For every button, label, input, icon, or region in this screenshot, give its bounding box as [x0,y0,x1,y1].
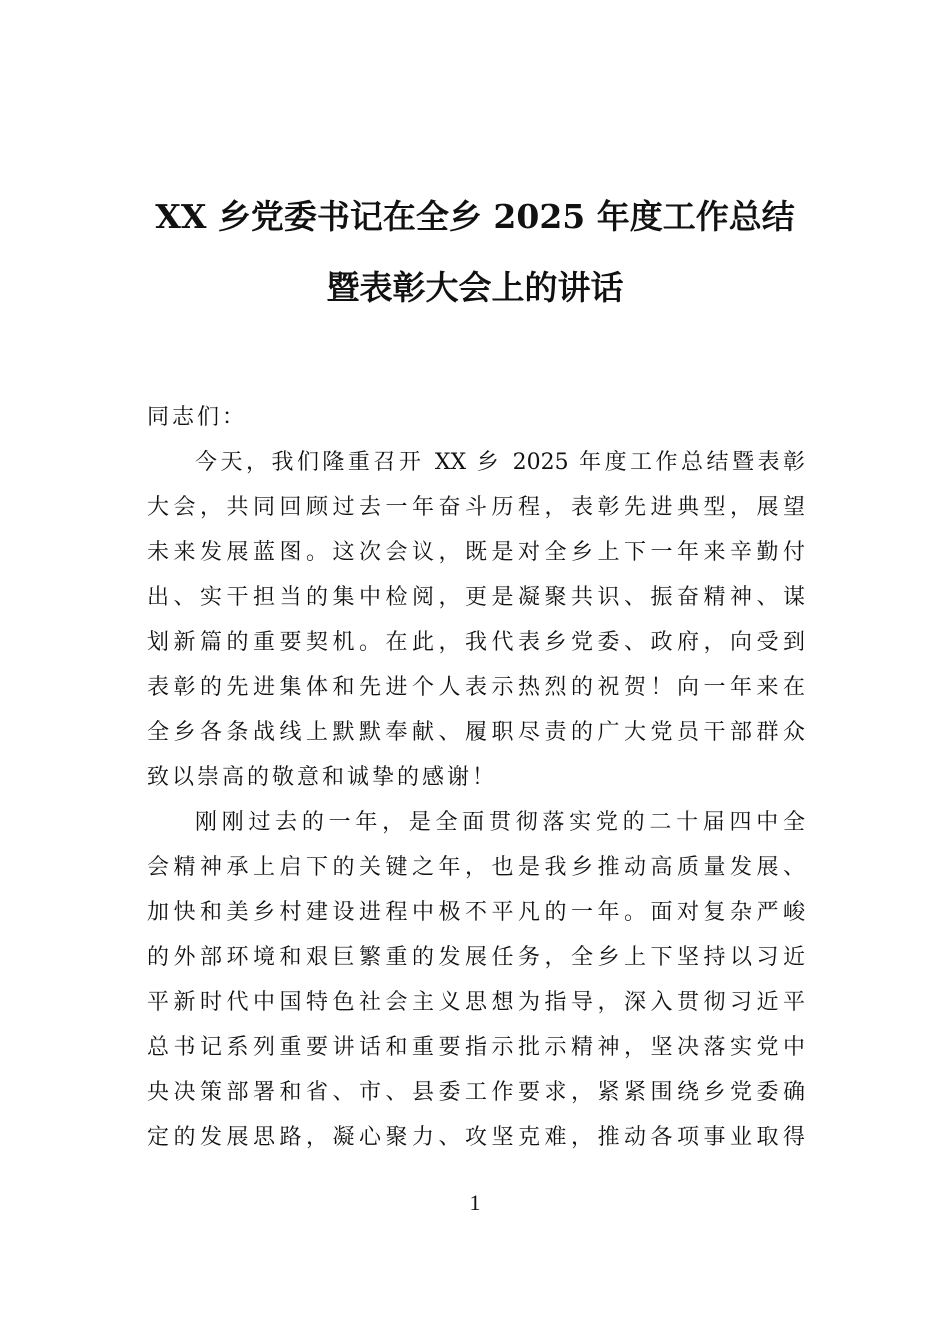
paragraph-1-line-2: 大会，共同回顾过去一年奋斗历程，表彰先进典型，展望 [147,495,805,520]
page-number: 1 [469,1190,481,1215]
paragraph-2-line-1: 刚刚过去的一年，是全面贯彻落实党的二十届四中全 [195,810,805,835]
paragraph-2-line-2: 会精神承上启下的关键之年，也是我乡推动高质量发展、 [147,855,805,880]
paragraph-1-line-8: 致以崇高的敬意和诚挚的感谢！ [147,765,498,790]
paragraph-1-line-5: 划新篇的重要契机。在此，我代表乡党委、政府，向受到 [147,630,805,655]
salutation: 同志们： [147,405,248,430]
paragraph-2-line-5: 平新时代中国特色社会主义思想为指导，深入贯彻习近平 [147,990,805,1015]
paragraph-2-line-7: 央决策部署和省、市、县委工作要求，紧紧围绕乡党委确 [147,1080,805,1105]
paragraph-1-line-6: 表彰的先进集体和先进个人表示热烈的祝贺！向一年来在 [147,675,805,700]
paragraph-2-line-8: 定的发展思路，凝心聚力、攻坚克难，推动各项事业取得 [147,1125,805,1150]
paragraph-1-line-3: 未来发展蓝图。这次会议，既是对全乡上下一年来辛勤付 [147,540,805,565]
document-title-line-2: 暨表彰大会上的讲话 [326,268,624,307]
paragraph-2-line-4: 的外部环境和艰巨繁重的发展任务，全乡上下坚持以习近 [147,945,805,970]
paragraph-2-line-6: 总书记系列重要讲话和重要指示批示精神，坚决落实党中 [147,1035,805,1060]
paragraph-1-line-7: 全乡各条战线上默默奉献、履职尽责的广大党员干部群众 [147,720,805,745]
paragraph-2-line-3: 加快和美乡村建设进程中极不平凡的一年。面对复杂严峻 [147,900,805,925]
paragraph-1-line-1: 今天，我们隆重召开 XX 乡 2025 年度工作总结暨表彰 [195,450,805,475]
document-title-line-1: XX 乡党委书记在全乡 2025 年度工作总结 [155,197,795,236]
paragraph-1-line-4: 出、实干担当的集中检阅，更是凝聚共识、振奋精神、谋 [147,585,805,610]
